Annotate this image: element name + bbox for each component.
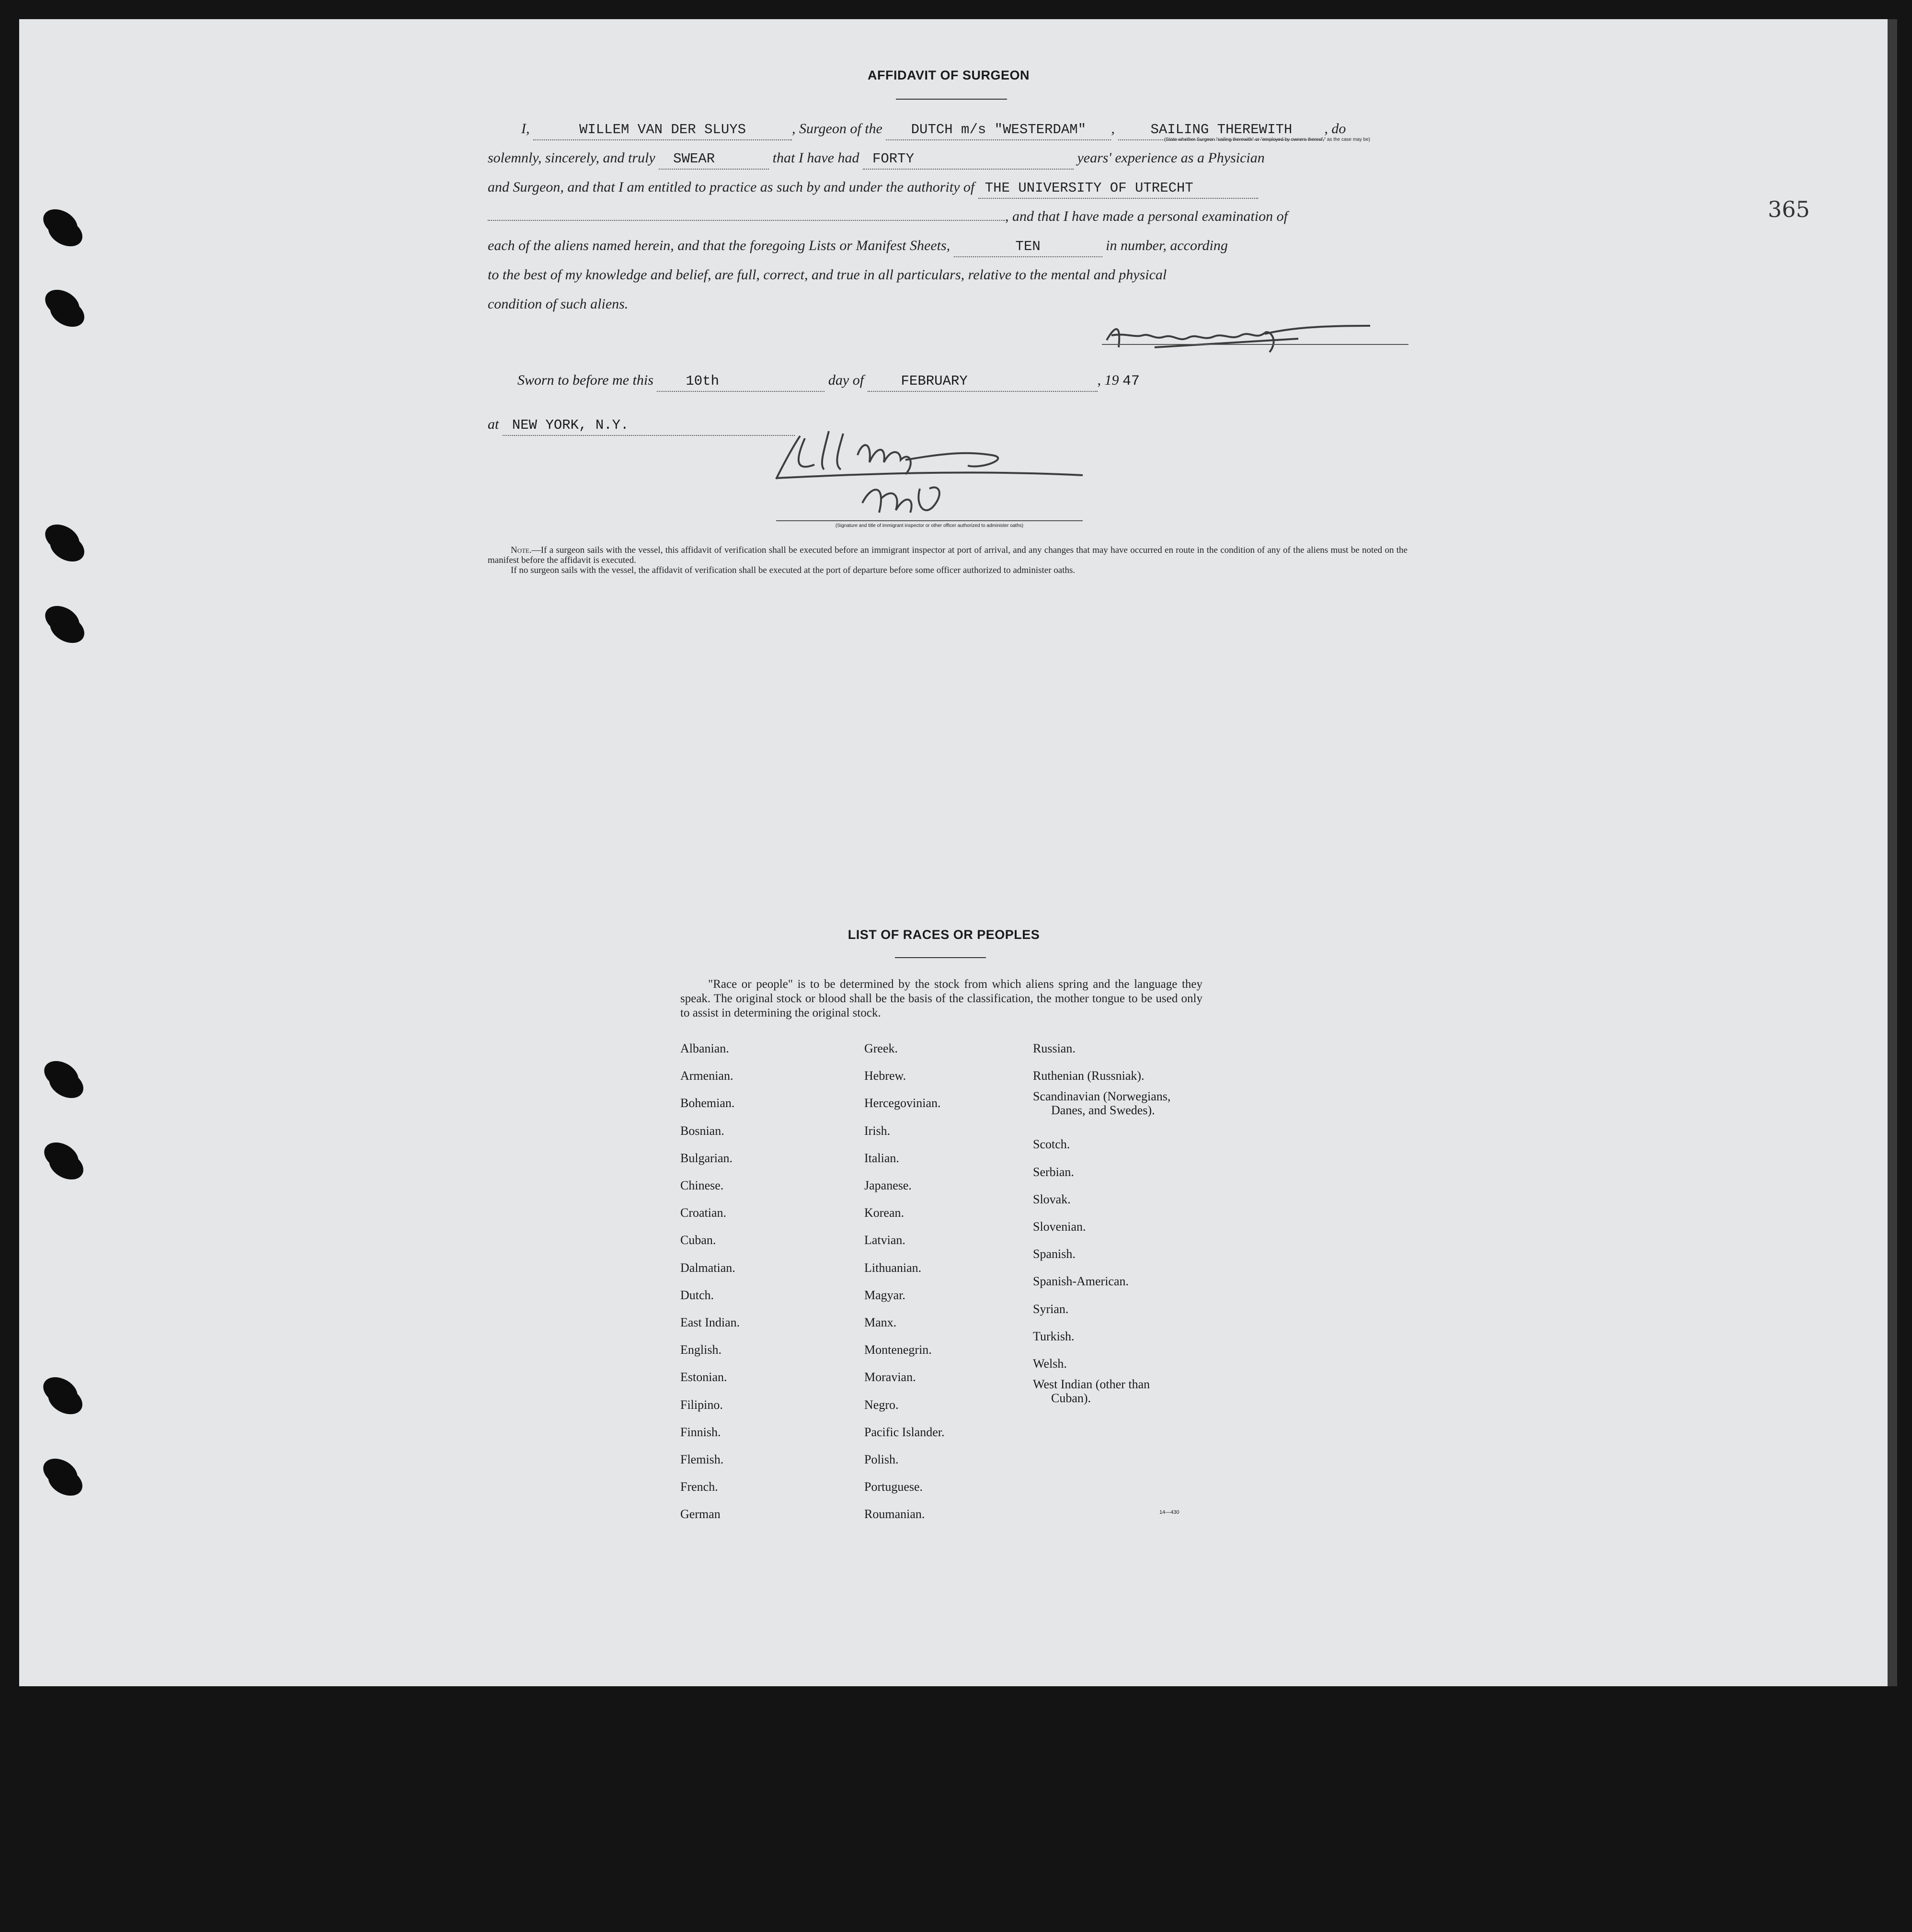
- race-item: Slovak.: [1033, 1192, 1071, 1206]
- officer-signature-caption: (Signature and title of immigrant inspector or other officer authorized to administer oaths): [835, 523, 1024, 528]
- race-item: Spanish.: [1033, 1247, 1076, 1261]
- race-item: Filipino.: [680, 1397, 723, 1412]
- affidavit-line-5: [488, 231, 1408, 260]
- races-column-3-bottom: [1033, 1131, 1170, 1377]
- affidavit-note: [488, 545, 1408, 575]
- races-title-underline: [895, 957, 986, 958]
- races-title: LIST OF RACES OR PEOPLES: [847, 927, 1040, 942]
- race-item: Dalmatian.: [680, 1260, 735, 1275]
- race-item: Croatian.: [680, 1206, 727, 1220]
- note-text: —If a surgeon sails with the vessel, this affidavit of verification shall be executed before an immigrant inspector at port of arrival, and any changes that may have occurred en route in the condition of any of the aliens must be noted on the manifest before the affidavit is executed.: [488, 545, 1408, 565]
- affidavit-line-1: [488, 114, 1408, 143]
- race-item: Italian.: [864, 1151, 899, 1165]
- race-item: Negro.: [864, 1397, 899, 1412]
- place-field: NEW YORK, N.Y.: [503, 416, 795, 436]
- affidavit-text: I,: [521, 121, 530, 137]
- race-item: Moravian.: [864, 1370, 916, 1384]
- race-item: [1033, 1377, 1170, 1418]
- race-item: Bosnian.: [680, 1123, 724, 1138]
- race-item: Armenian.: [680, 1069, 733, 1083]
- race-text: Danes, and Swedes).: [1051, 1103, 1155, 1118]
- affidavit-text: in number, according: [1106, 238, 1228, 253]
- affidavit-text: Sworn to before me this: [517, 372, 653, 388]
- race-text: Cuban).: [1051, 1391, 1091, 1406]
- affidavit-text: , do: [1324, 121, 1346, 137]
- sworn-line: [517, 372, 1140, 392]
- affidavit-line-2: [488, 143, 1408, 172]
- race-text: West Indian (other than: [1033, 1377, 1150, 1392]
- race-item: Hercegovinian.: [864, 1096, 941, 1110]
- race-item: Serbian.: [1033, 1165, 1074, 1179]
- officer-signature: [762, 422, 1097, 532]
- race-item: Magyar.: [864, 1288, 905, 1302]
- authority-field: THE UNIVERSITY OF UTRECHT: [978, 179, 1258, 199]
- race-item: Bohemian.: [680, 1096, 735, 1110]
- race-item: Hebrew.: [864, 1069, 906, 1083]
- affidavit-text: day of: [828, 372, 864, 388]
- race-item: Irish.: [864, 1123, 891, 1138]
- race-item: Russian.: [1033, 1041, 1076, 1055]
- affidavit-line-4: [488, 202, 1408, 231]
- race-item: Manx.: [864, 1315, 897, 1330]
- race-item: German: [680, 1507, 721, 1521]
- race-item: Polish.: [864, 1452, 899, 1467]
- races-intro: "Race or people" is to be determined by the stock from which aliens spring and the language they speak. The original stock or blood shall be the basis of the classification, the mother tongue to be used only to assist in determining the original stock.: [680, 978, 1202, 1019]
- sworn-month-field: FEBRUARY: [868, 372, 1098, 392]
- race-item: French.: [680, 1480, 718, 1494]
- oath-field: SWEAR: [659, 149, 769, 170]
- race-item: Dutch.: [680, 1288, 714, 1302]
- affidavit-text: , and that I have made a personal examination of: [1005, 208, 1288, 224]
- races-column-3-top: [1033, 1035, 1170, 1089]
- race-item: Chinese.: [680, 1178, 724, 1193]
- affidavit-text: , 19: [1097, 372, 1119, 388]
- affidavit-text: solemnly, sincerely, and truly: [488, 150, 655, 166]
- affidavit-text: years' experience as a Physician: [1077, 150, 1265, 166]
- sworn-year-field: 47: [1122, 373, 1140, 389]
- note-label: Note.: [511, 545, 532, 555]
- race-item: Latvian.: [864, 1233, 905, 1247]
- affidavit-text: , Surgeon of the: [792, 121, 882, 137]
- affidavit-text: each of the aliens named herein, and that the foregoing Lists or Manifest Sheets,: [488, 238, 950, 253]
- race-item: Japanese.: [864, 1178, 912, 1193]
- affidavit-body: [488, 114, 1408, 319]
- race-item: Lithuanian.: [864, 1260, 922, 1275]
- race-text: Scandinavian (Norwegians,: [1033, 1089, 1171, 1104]
- affidavit-text: ,: [1111, 121, 1115, 137]
- race-item: Turkish.: [1033, 1329, 1075, 1343]
- surgeon-name-field: WILLEM VAN DER SLUYS: [533, 120, 792, 140]
- race-item: Flemish.: [680, 1452, 724, 1467]
- authority-field-continued: [488, 220, 1005, 221]
- surgeon-signature: [1097, 314, 1385, 357]
- title-underline: [896, 99, 1007, 100]
- page-number: 365: [1768, 196, 1810, 222]
- affidavit-title: AFFIDAVIT OF SURGEON: [868, 68, 1030, 82]
- officer-signature-line: [776, 520, 1083, 521]
- race-item: Spanish-American.: [1033, 1274, 1129, 1289]
- note-paragraph-1: [488, 545, 1408, 565]
- races-column-1: [680, 1035, 740, 1528]
- race-item: Pacific Islander.: [864, 1425, 945, 1439]
- vessel-field: DUTCH m/s "WESTERDAM": [886, 120, 1111, 140]
- races-column-2: [864, 1035, 945, 1528]
- race-item: Slovenian.: [1033, 1220, 1086, 1234]
- sworn-day-field: 10th: [657, 372, 824, 392]
- race-item: [1033, 1089, 1170, 1131]
- affidavit-text: at: [488, 416, 499, 432]
- race-item: Estonian.: [680, 1370, 727, 1384]
- races-column-3: [1033, 1035, 1170, 1418]
- status-field-note: (State whether Surgeon "sailing therewith" or "employed by owners thereof," as the case may be): [1164, 137, 1370, 142]
- race-item: Syrian.: [1033, 1302, 1069, 1316]
- surgeon-signature-line: [1102, 344, 1408, 345]
- race-item: Korean.: [864, 1206, 904, 1220]
- race-item: Portuguese.: [864, 1480, 923, 1494]
- race-item: East Indian.: [680, 1315, 740, 1330]
- race-item: English.: [680, 1343, 721, 1357]
- race-item: Finnish.: [680, 1425, 721, 1439]
- years-field: FORTY: [863, 149, 1074, 170]
- at-line: [488, 416, 795, 436]
- race-item: Cuban.: [680, 1233, 716, 1247]
- race-item: Ruthenian (Russniak).: [1033, 1069, 1145, 1083]
- affidavit-text: and Surgeon, and that I am entitled to practice as such by and under the authority of: [488, 179, 975, 195]
- affidavit-text: that I have had: [772, 150, 859, 166]
- race-item: Albanian.: [680, 1041, 729, 1055]
- surgeon-status-field: SAILING THEREWITH: [1118, 120, 1324, 140]
- race-item: Roumanian.: [864, 1507, 925, 1521]
- race-item: Greek.: [864, 1041, 898, 1055]
- note-paragraph-2: If no surgeon sails with the vessel, the affidavit of verification shall be executed at the port of departure before some officer authorized to administer oaths.: [511, 565, 1076, 575]
- affidavit-line-3: [488, 172, 1408, 202]
- race-item: Montenegrin.: [864, 1343, 932, 1357]
- affidavit-line-6: to the best of my knowledge and belief, are full, correct, and true in all particulars, relative to the mental and physical: [488, 267, 1167, 283]
- race-item: Bulgarian.: [680, 1151, 733, 1165]
- race-item: Scotch.: [1033, 1137, 1070, 1152]
- form-code: 14—430: [1159, 1509, 1179, 1515]
- page-edge-shadow: [1888, 19, 1897, 1686]
- race-item: Welsh.: [1033, 1357, 1067, 1371]
- sheets-field: TEN: [954, 237, 1102, 257]
- affidavit-line-7: condition of such aliens.: [488, 296, 629, 312]
